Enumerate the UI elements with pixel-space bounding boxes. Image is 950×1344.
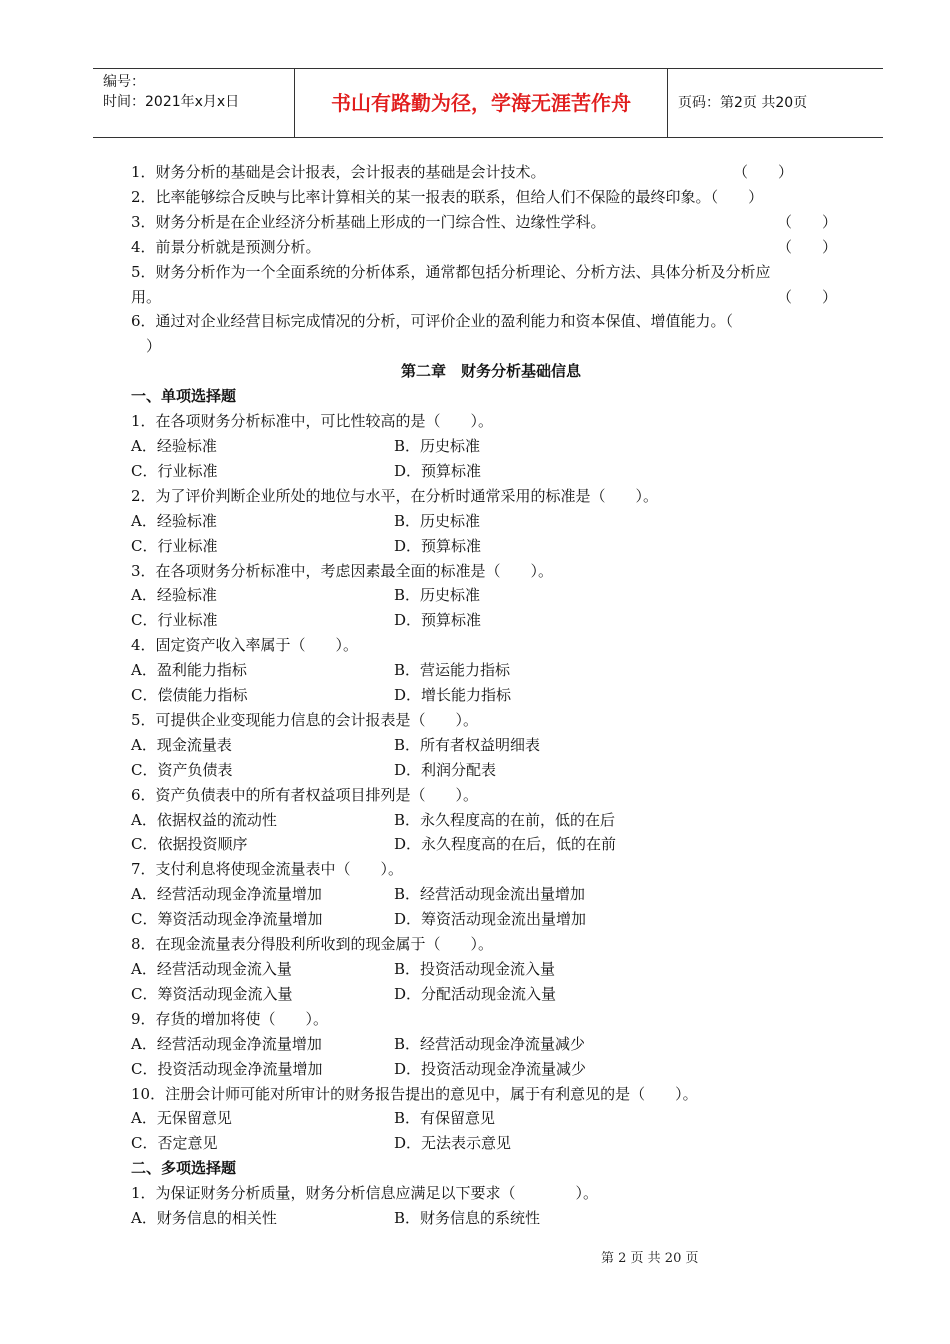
option-d: D．筹资活动现金流出量增加 bbox=[394, 910, 587, 929]
option-row bbox=[131, 1057, 851, 1082]
tf-question: 6．通过对企业经营目标完成情况的分析，可评价企业的盈利能力和资本保值、增值能力。（ bbox=[131, 312, 734, 331]
mc-question: 5．可提供企业变现能力信息的会计报表是（ ）。 bbox=[131, 710, 479, 729]
mc-question: 2．为了评价判断企业所处的地位与水平，在分析时通常采用的标准是（ ）。 bbox=[131, 486, 659, 505]
option-b: B．营运能力指标 bbox=[394, 661, 511, 680]
header-meta bbox=[93, 69, 295, 137]
tf-question: 3．财务分析是在企业经济分析基础上形成的一门综合性、边缘性学科。 （ ） bbox=[131, 212, 838, 231]
option-a: A．现金流量表 bbox=[131, 735, 232, 754]
chapter-title: 第二章 财务分析基础信息 bbox=[400, 362, 581, 381]
option-row bbox=[131, 957, 851, 982]
tf-question: 1．财务分析的基础是会计报表，会计报表的基础是会计技术。 （ ） bbox=[131, 163, 794, 181]
option-d: D．利润分配表 bbox=[394, 760, 497, 779]
option-row bbox=[131, 907, 851, 932]
option-row bbox=[131, 758, 851, 783]
tf-question: 5．财务分析作为一个全面系统的分析体系，通常都包括分析理论、分析方法、具体分析及分析应 bbox=[131, 262, 771, 281]
option-d: D．无法表示意见 bbox=[394, 1134, 512, 1153]
header-motto: 书山有路勤为径，学海无涯苦作舟 bbox=[295, 69, 668, 137]
tf-question: 4．前景分析就是预测分析。 （ ） bbox=[131, 237, 838, 256]
option-c: C．行业标准 bbox=[131, 461, 218, 480]
section-title: 一、单项选择题 bbox=[131, 387, 237, 406]
option-row bbox=[131, 534, 851, 559]
option-a: A．依据权益的流动性 bbox=[131, 810, 277, 829]
option-row bbox=[131, 459, 851, 484]
option-c: C．投资活动现金净流量增加 bbox=[131, 1059, 323, 1078]
option-a: A．经营活动现金净流量增加 bbox=[131, 885, 322, 904]
option-c: C．筹资活动现金流入量 bbox=[131, 984, 293, 1003]
option-c: C．行业标准 bbox=[131, 536, 218, 555]
option-row bbox=[131, 608, 851, 633]
option-b: B．有保留意见 bbox=[394, 1109, 496, 1128]
document-body bbox=[131, 160, 851, 1231]
option-d: D．预算标准 bbox=[394, 536, 482, 555]
option-b: B．经营活动现金净流量减少 bbox=[394, 1034, 586, 1053]
mc-question: 7．支付利息将使现金流量表中（ ）。 bbox=[131, 860, 404, 879]
option-b: B．经营活动现金流出量增加 bbox=[394, 885, 586, 904]
number-label: 编号： bbox=[103, 74, 145, 90]
option-c: C．资产负债表 bbox=[131, 760, 233, 779]
mc-question: 9．存货的增加将使（ ）。 bbox=[131, 1009, 329, 1028]
multi-question: 1．为保证财务分析质量，财务分析信息应满足以下要求（ ）。 bbox=[131, 1184, 599, 1203]
mc-question: 6．资产负债表中的所有者权益项目排列是（ ）。 bbox=[131, 785, 479, 804]
option-row bbox=[131, 1106, 851, 1131]
option-c: C．行业标准 bbox=[131, 611, 218, 630]
option-c: C．偿债能力指标 bbox=[131, 686, 248, 705]
option-d: D．分配活动现金流入量 bbox=[394, 984, 557, 1003]
option-a: A．盈利能力指标 bbox=[131, 661, 247, 680]
option-row bbox=[131, 434, 851, 459]
option-row bbox=[131, 509, 851, 534]
mc-question: 10．注册会计师可能对所审计的财务报告提出的意见中，属于有利意见的是（ ）。 bbox=[131, 1084, 698, 1103]
option-row bbox=[131, 1131, 851, 1156]
option-b: B．财务信息的系统性 bbox=[394, 1209, 541, 1228]
header-page-info: 页码：第2页 共20页 bbox=[678, 95, 808, 111]
mc-question: 8．在现金流量表分得股利所收到的现金属于（ ）。 bbox=[131, 935, 494, 954]
option-d: D．增长能力指标 bbox=[394, 686, 512, 705]
option-b: B．历史标准 bbox=[394, 586, 481, 605]
option-b: B．历史标准 bbox=[394, 436, 481, 455]
option-d: D．永久程度高的在后，低的在前 bbox=[394, 835, 617, 854]
footer-page-number: 第 2 页 共 20 页 bbox=[601, 1251, 699, 1266]
option-row bbox=[131, 1032, 851, 1057]
option-a: A．经验标准 bbox=[131, 586, 217, 605]
option-a: A．经营活动现金流入量 bbox=[131, 960, 292, 978]
option-row bbox=[131, 832, 851, 857]
option-b: B．永久程度高的在前，低的在后 bbox=[394, 810, 616, 829]
option-row bbox=[131, 683, 851, 708]
option-c: C．依据投资顺序 bbox=[131, 835, 248, 854]
option-row bbox=[131, 583, 851, 608]
option-a: A．经营活动现金净流量增加 bbox=[131, 1034, 322, 1053]
option-row bbox=[131, 982, 851, 1007]
mc-question: 1．在各项财务分析标准中，可比性较高的是（ ）。 bbox=[131, 412, 494, 431]
option-a: A．经验标准 bbox=[131, 511, 217, 530]
option-c: C．筹资活动现金净流量增加 bbox=[131, 910, 323, 929]
page-header bbox=[93, 68, 883, 138]
option-row bbox=[131, 882, 851, 907]
tf-question: 2．比率能够综合反映与比率计算相关的某一报表的联系，但给人们不保险的最终印象。（ ） bbox=[131, 187, 764, 206]
tf-question-continued: ） bbox=[131, 337, 162, 356]
option-d: D．预算标准 bbox=[394, 461, 482, 480]
option-b: B．历史标准 bbox=[394, 511, 481, 530]
section-title: 二、多项选择题 bbox=[131, 1159, 237, 1178]
option-row bbox=[131, 808, 851, 833]
option-row bbox=[131, 1206, 851, 1231]
option-d: D．预算标准 bbox=[394, 611, 482, 630]
option-c: C．否定意见 bbox=[131, 1134, 218, 1153]
option-row bbox=[131, 658, 851, 683]
option-a: A．经验标准 bbox=[131, 436, 217, 455]
option-a: A．财务信息的相关性 bbox=[131, 1209, 277, 1228]
time-label: 时间：2021年x月x日 bbox=[103, 94, 240, 110]
option-a: A．无保留意见 bbox=[131, 1109, 232, 1128]
mc-question: 3．在各项财务分析标准中，考虑因素最全面的标准是（ ）。 bbox=[131, 561, 554, 580]
option-d: D．投资活动现金净流量减少 bbox=[394, 1059, 587, 1078]
tf-question-continued: 用。 （ ） bbox=[131, 287, 838, 306]
option-b: B．投资活动现金流入量 bbox=[394, 960, 556, 978]
option-row bbox=[131, 733, 851, 758]
mc-question: 4．固定资产收入率属于（ ）。 bbox=[131, 636, 359, 655]
option-b: B．所有者权益明细表 bbox=[394, 735, 541, 754]
